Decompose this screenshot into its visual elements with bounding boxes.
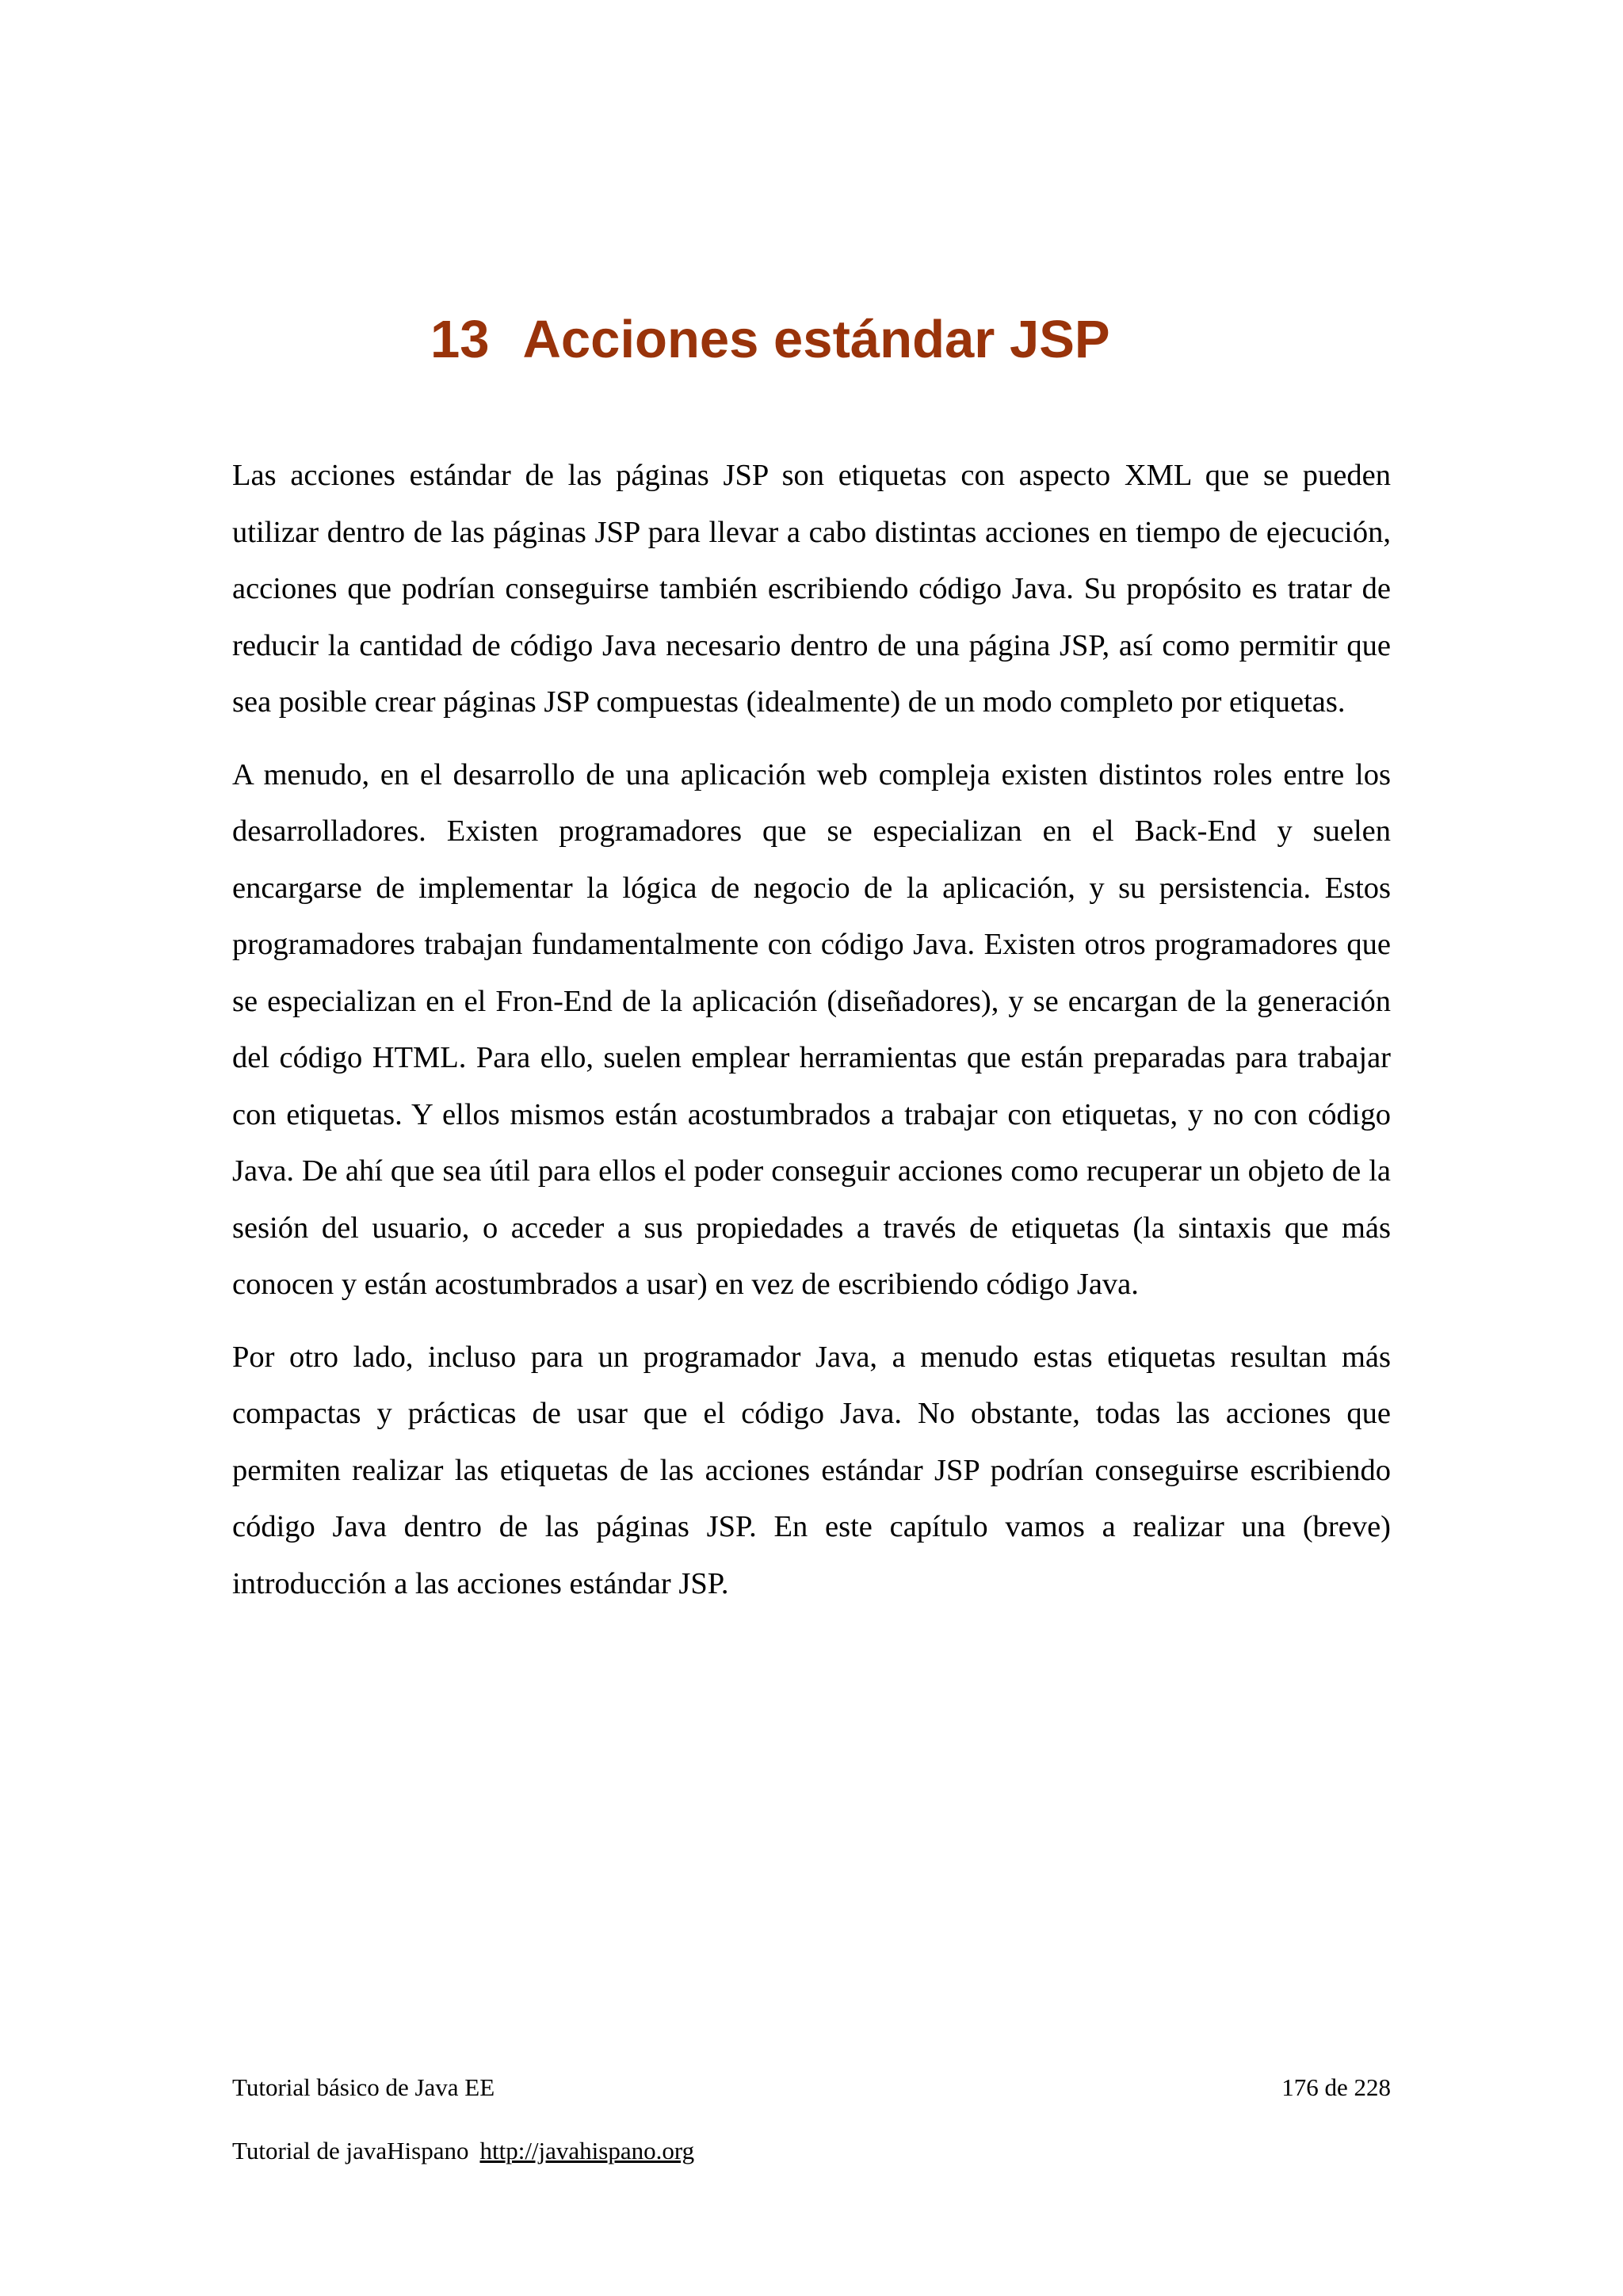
footer-book-title: Tutorial básico de Java EE [232,2073,495,2101]
chapter-number: 13 [430,310,490,369]
paragraph: Las acciones estándar de las páginas JSP son etiquetas con aspecto XML que se pueden utilizar dentro de las páginas JSP para llevar a cabo distintas acciones en tiempo de ejecución, acciones que podrían conseguirse también escribiendo código Java. Su propósito es tratar de reducir la cantidad de código Java necesario dentro de una página JSP, así como permitir que sea posible crear páginas JSP compuestas (idealmente) de un modo completo por etiquetas. [232,459,1391,719]
chapter-title: Acciones estándar JSP [522,310,1110,369]
chapter-heading [430,310,1110,369]
footer-publisher-line [232,2136,694,2165]
paragraph: A menudo, en el desarrollo de una aplicación web compleja existen distintos roles entre los desarrolladores. Existen programadores que se especializan en el Back-End y suelen encargarse de implementar la lógica de negocio de la aplicación, y su persistencia. Estos programadores trabajan fundamentalmente con código Java. Existen otros programadores que se especializan en el Fron-End de la aplicación (diseñadores), y se encargan de la generación del código HTML. Para ello, suelen emplear herramientas que están preparadas para trabajar con etiquetas. Y ellos mismos están acostumbrados a trabajar con etiquetas, y no con código Java. De ahí que sea útil para ellos el poder conseguir acciones como recuperar un objeto de la sesión del usuario, o acceder a sus propiedades a través de etiquetas (la sintaxis que más conocen y están acostumbrados a usar) en vez de escribiendo código Java. [232,757,1391,1301]
footer-url-link[interactable]: http://javahispano.org [479,2137,695,2164]
chapter-body [232,448,1391,1628]
paragraph: Por otro lado, incluso para un programador Java, a menudo estas etiquetas resultan más compactas y prácticas de usar que el código Java. No obstante, todas las acciones que permiten realizar las etiquetas de las acciones estándar JSP podrían conseguirse escribiendo código Java dentro de las páginas JSP. En este capítulo vamos a realizar una (breve) introducción a las acciones estándar JSP. [232,1340,1391,1600]
footer-publisher-text: Tutorial de javaHispano [232,2137,469,2164]
footer-page-indicator: 176 de 228 [1281,2073,1391,2101]
